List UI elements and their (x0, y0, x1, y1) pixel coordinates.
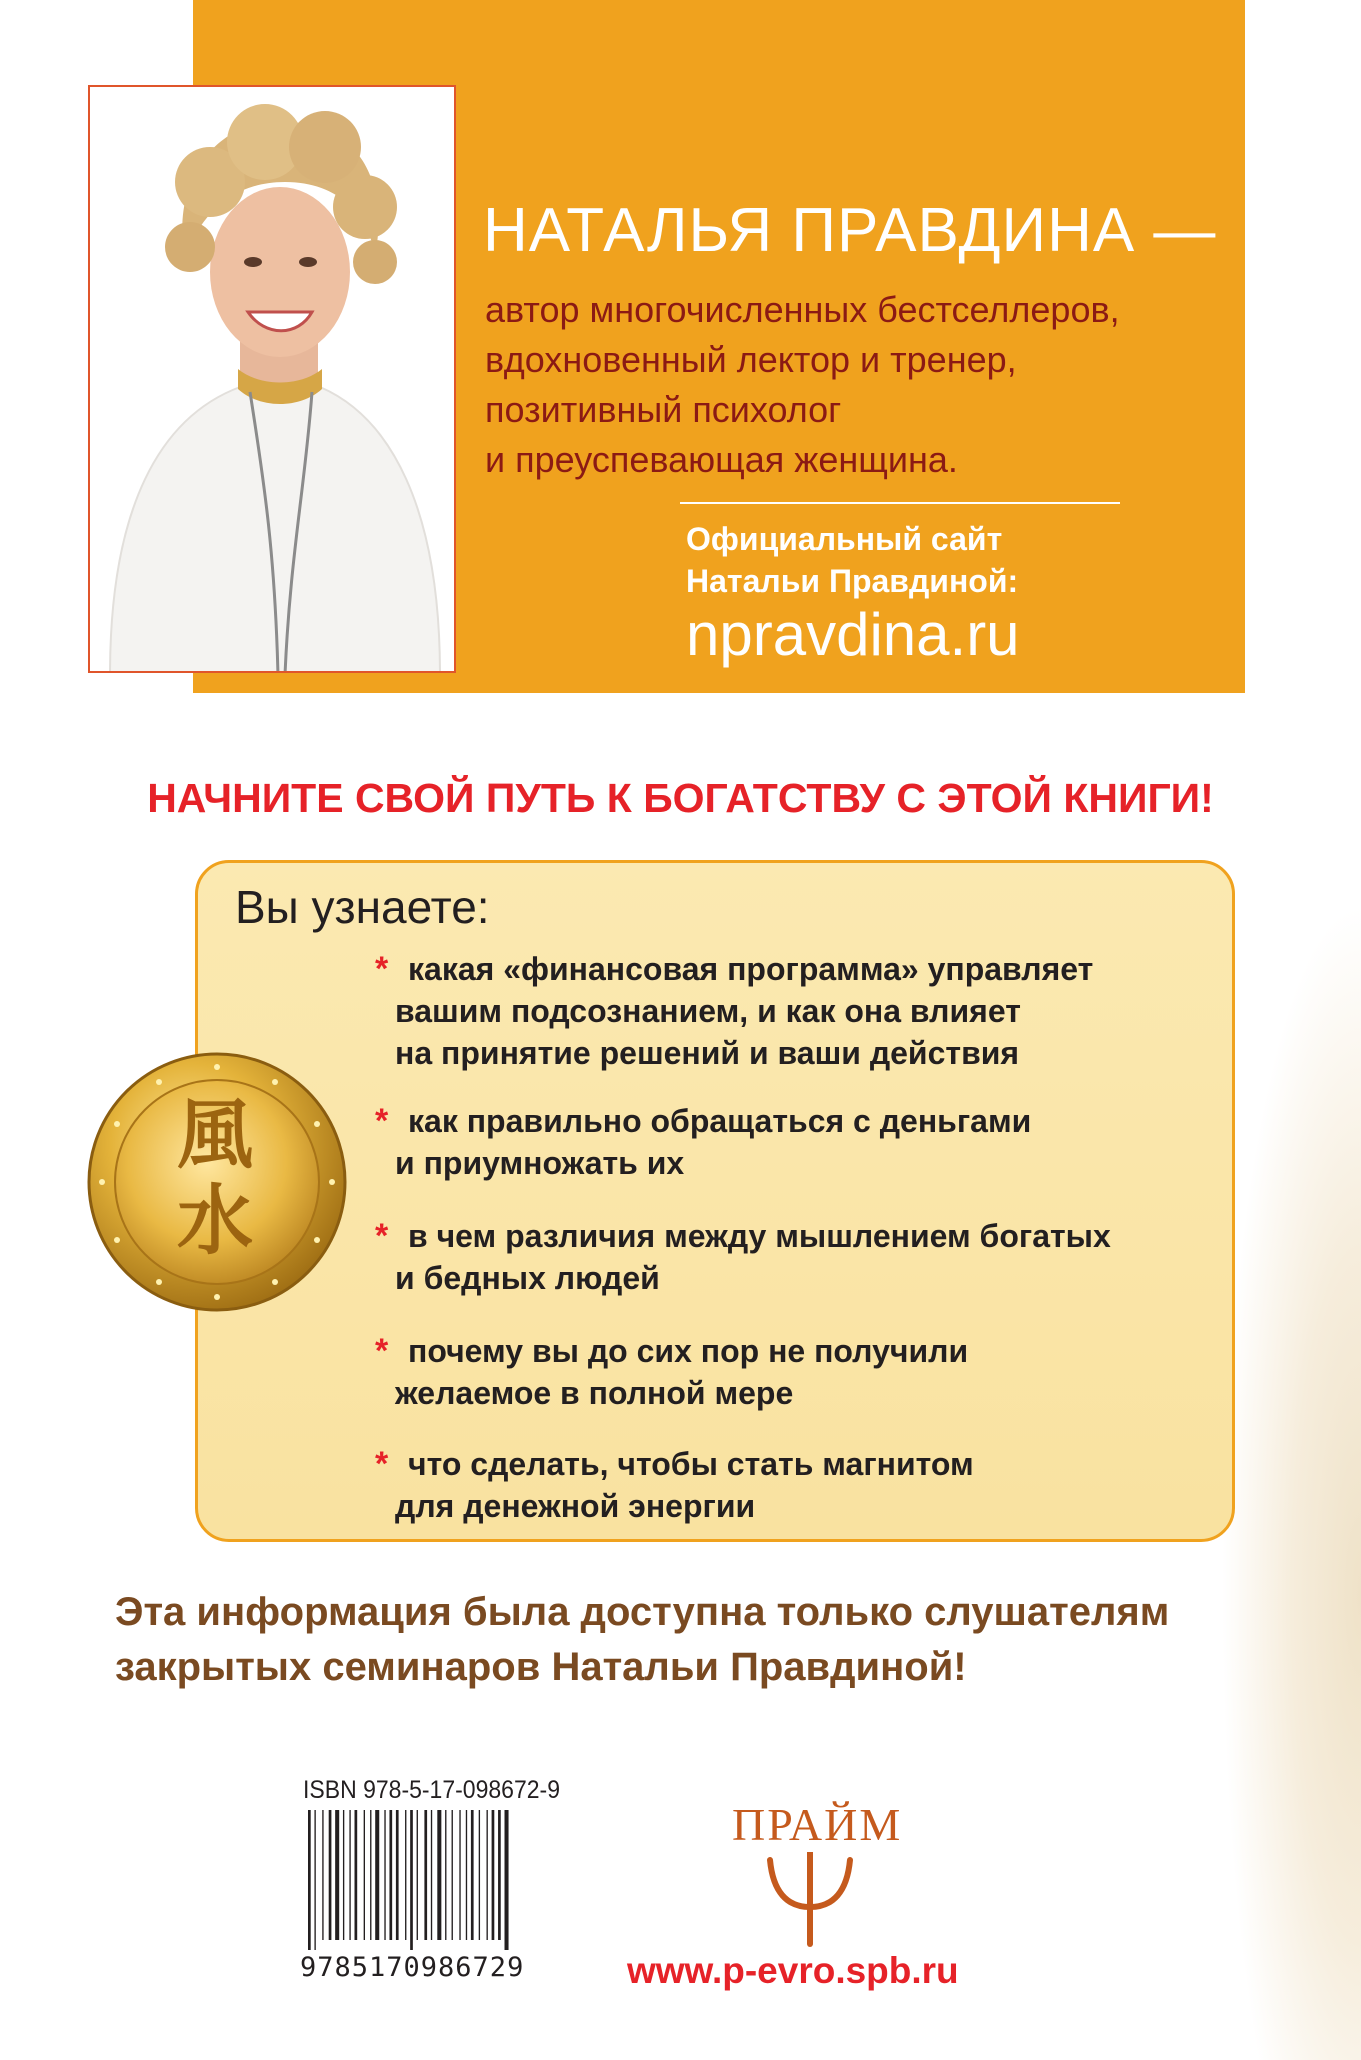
author-description-line: автор многочисленных бестселлеров, (485, 289, 1120, 330)
headline: НАЧНИТЕ СВОЙ ПУТЬ К БОГАТСТВУ С ЭТОЙ КНИГИ! (147, 775, 1214, 821)
footer-text (115, 1585, 1169, 1695)
barcode-bar (308, 1810, 311, 1950)
barcode-bar (322, 1810, 323, 1940)
bullet-text: что сделать, чтобы стать магнитом (408, 1446, 974, 1482)
barcode-bar (349, 1810, 350, 1940)
barcode-bar (389, 1810, 392, 1940)
divider (680, 502, 1120, 504)
barcode-bar (459, 1810, 460, 1940)
coin-image (85, 1050, 350, 1315)
bullet-star-icon: * (375, 1102, 389, 1140)
site-label (686, 518, 1018, 602)
learn-bullet (375, 1100, 1031, 1184)
bullet-star-icon: * (375, 1217, 389, 1255)
site-label-line: Официальный сайт (686, 521, 1003, 557)
publisher-site-link[interactable]: www.p-evro.spb.ru (627, 1950, 959, 1991)
bullet-text: почему вы до сих пор не получили (408, 1333, 969, 1369)
learn-bullet (375, 1215, 1111, 1299)
barcode-bar (505, 1810, 509, 1950)
barcode-bar (370, 1810, 371, 1940)
isbn-label: ISBN 978-5-17-098672-9 (303, 1776, 561, 1804)
bullet-text: желаемое в полной мере (395, 1375, 794, 1411)
barcode-bar (343, 1810, 344, 1940)
barcode-bar (437, 1810, 441, 1940)
barcode-bar (375, 1810, 379, 1940)
bullet-text: и бедных людей (395, 1260, 660, 1296)
background-glow (1221, 900, 1361, 2060)
barcode-bar (431, 1810, 432, 1940)
author-description-line: позитивный психолог (485, 389, 842, 430)
coin-character: 風 (177, 1090, 253, 1179)
author-photo (88, 85, 456, 673)
bullet-text: и приумножать их (395, 1145, 685, 1181)
barcode-bar (355, 1810, 358, 1940)
footer-line: закрытых семинаров Натальи Правдиной! (115, 1645, 967, 1689)
learn-title: Вы узнаете: (235, 881, 490, 933)
author-description-line: вдохновенный лектор и тренер, (485, 339, 1017, 380)
barcode-bar (452, 1810, 453, 1940)
bullet-text: для денежной энергии (395, 1488, 756, 1524)
barcode-bar (445, 1810, 446, 1940)
bullet-text: как правильно обращаться с деньгами (408, 1103, 1032, 1139)
coin-character: 水 (177, 1176, 253, 1265)
barcode-bar (466, 1810, 467, 1940)
barcode-digits: 9785170986729 (300, 1952, 525, 1983)
barcode-bar (479, 1810, 480, 1940)
psi-logo-icon (765, 1852, 855, 1947)
author-name: НАТАЛЬЯ ПРАВДИНА — (483, 196, 1217, 265)
barcode-bar (417, 1810, 418, 1940)
barcode-bar (314, 1810, 315, 1950)
learn-bullet (375, 1330, 968, 1414)
learn-bullet (375, 948, 1093, 1074)
barcode-bar (329, 1810, 332, 1940)
bullet-star-icon: * (375, 1445, 389, 1483)
learn-bullet (375, 1443, 974, 1527)
barcode-image (306, 1810, 554, 1950)
barcode-bar (405, 1810, 406, 1940)
bullet-star-icon: * (375, 950, 389, 988)
bullet-text: в чем различия между мышлением богатых (408, 1218, 1111, 1254)
footer-line: Эта информация была доступна только слушателям (115, 1590, 1170, 1634)
barcode-bar (487, 1810, 488, 1940)
barcode-bar (498, 1810, 501, 1940)
author-description (485, 285, 1120, 485)
barcode-bar (384, 1810, 385, 1940)
bullet-star-icon: * (375, 1332, 389, 1370)
barcode-bar (364, 1810, 365, 1940)
barcode-bar (396, 1810, 399, 1940)
barcode-bar (335, 1810, 339, 1940)
barcode-bar (424, 1810, 427, 1940)
barcode-bar (492, 1810, 495, 1940)
barcode-bar (471, 1810, 474, 1940)
publisher-logo: ПРАЙМ (732, 1799, 903, 1850)
site-label-line: Натальи Правдиной: (686, 563, 1019, 599)
author-description-line: и преуспевающая женщина. (485, 439, 958, 480)
bullet-text: какая «финансовая программа» управляет (408, 951, 1094, 987)
bullet-text: на принятие решений и ваши действия (395, 1035, 1020, 1071)
author-site-link[interactable]: npravdina.ru (686, 601, 1020, 668)
barcode-bar (410, 1810, 413, 1950)
bullet-text: вашим подсознанием, и как она влияет (395, 993, 1021, 1029)
